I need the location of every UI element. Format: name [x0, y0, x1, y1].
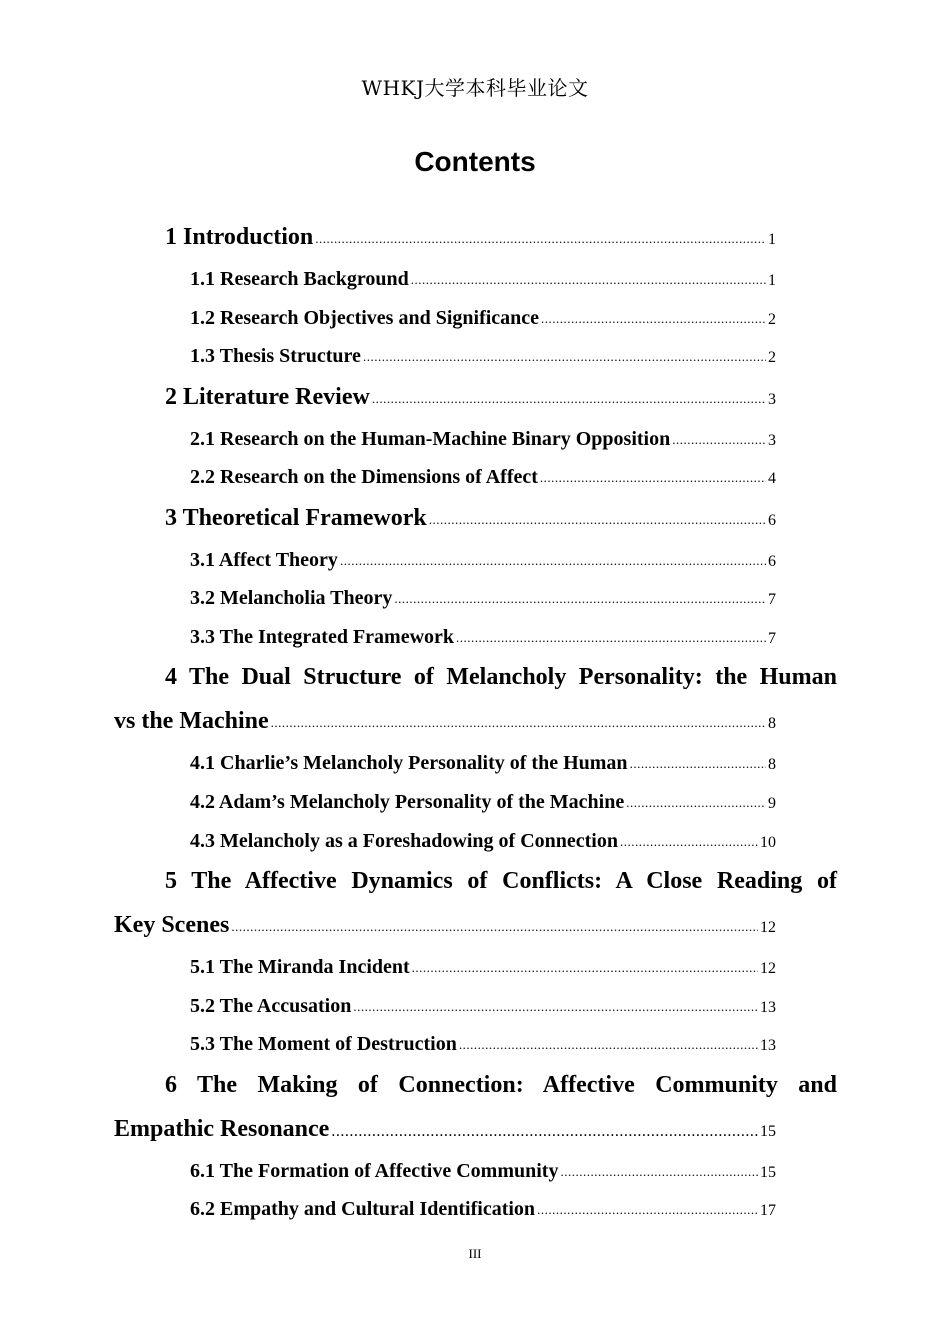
dot-leader — [537, 1202, 758, 1218]
toc-page-number: 8 — [768, 756, 776, 773]
toc-entry-label: 2.2 Research on the Dimensions of Affect — [190, 466, 538, 488]
dot-leader — [560, 1164, 758, 1180]
toc-entry-1[interactable] — [165, 224, 776, 251]
toc-entry-6-line2[interactable] — [114, 1116, 776, 1143]
toc-entry-2[interactable] — [165, 384, 776, 411]
toc-entry-label: 2.1 Research on the Human-Machine Binary Opposition — [190, 428, 671, 450]
toc-entry-label: 3.1 Affect Theory — [190, 549, 338, 571]
toc-entry-label: 3.3 The Integrated Framework — [190, 626, 455, 648]
toc-entry-2-1[interactable] — [190, 428, 776, 451]
dot-leader — [620, 834, 758, 850]
toc-entry-5-3[interactable] — [190, 1033, 776, 1056]
dot-leader — [626, 795, 766, 811]
dot-leader — [411, 272, 766, 288]
dot-leader — [363, 349, 766, 365]
toc-page-number: 1 — [768, 272, 776, 289]
toc-entry-label: 6.1 The Formation of Affective Community — [190, 1160, 559, 1182]
toc-page-number: 12 — [760, 960, 776, 977]
toc-page-number: 7 — [768, 591, 776, 608]
toc-page-number: 13 — [760, 999, 776, 1016]
toc-entry-4-1[interactable] — [190, 752, 776, 775]
toc-page-number: 15 — [760, 1123, 776, 1140]
toc-entry-2-2[interactable] — [190, 466, 776, 489]
toc-page-number: 12 — [760, 919, 776, 936]
toc-entry-4-line2[interactable] — [114, 708, 776, 735]
toc-entry-5-1[interactable] — [190, 956, 776, 979]
toc-entry-label: 6.2 Empathy and Cultural Identification — [190, 1198, 536, 1220]
dot-leader — [429, 512, 766, 528]
toc-entry-3-1[interactable] — [190, 549, 776, 572]
toc-entry-label: 5.1 The Miranda Incident — [190, 956, 410, 978]
toc-entry-6-2[interactable] — [190, 1198, 776, 1221]
toc-entry-label: 3.2 Melancholia Theory — [190, 587, 393, 609]
toc-entry-5-line2[interactable] — [114, 912, 776, 939]
dot-leader — [394, 591, 766, 607]
toc-entry-5-line1[interactable]: 5 The Affective Dynamics of Conflicts: A Close Reading of — [165, 868, 837, 894]
toc-entry-label: Key Scenes — [114, 912, 230, 938]
toc-entry-3-2[interactable] — [190, 587, 776, 610]
toc-entry-label: 5.2 The Accusation — [190, 995, 352, 1017]
toc-entry-label: 5.3 The Moment of Destruction — [190, 1033, 457, 1055]
toc-entry-3[interactable] — [165, 505, 776, 532]
dot-leader — [340, 553, 766, 569]
toc-entry-label: 1.2 Research Objectives and Significance — [190, 307, 540, 329]
toc-page-number: 3 — [768, 391, 776, 408]
toc-entry-4-3[interactable] — [190, 830, 776, 853]
toc-entry-1-2[interactable] — [190, 307, 776, 330]
dot-leader — [630, 756, 766, 772]
toc-page-number: 2 — [768, 349, 776, 366]
toc-entry-label: 3 Theoretical Framework — [165, 505, 427, 531]
toc-entry-label: Empathic Resonance — [114, 1116, 330, 1142]
toc-entry-6-line1[interactable]: 6 The Making of Connection: Affective Community and — [165, 1072, 837, 1098]
toc-entry-label: 2 Literature Review — [165, 384, 370, 410]
toc-page-number: 13 — [760, 1037, 776, 1054]
toc-page-number: 15 — [760, 1164, 776, 1181]
dot-leader — [541, 311, 766, 327]
toc-page-number: 7 — [768, 630, 776, 647]
dot-leader — [372, 391, 766, 407]
toc-entry-4-2[interactable] — [190, 791, 776, 814]
toc-entry-label: 1.3 Thesis Structure — [190, 345, 361, 367]
toc-page-number: 1 — [768, 231, 776, 248]
toc-page-number: 4 — [768, 470, 776, 487]
toc-entry-1-1[interactable] — [190, 268, 776, 291]
toc-entry-6-1[interactable] — [190, 1160, 776, 1183]
toc-page-number: 3 — [768, 432, 776, 449]
toc-entry-label: 1.1 Research Background — [190, 268, 409, 290]
dot-leader — [353, 999, 758, 1015]
toc-page-number: 2 — [768, 311, 776, 328]
dot-leader — [456, 630, 766, 646]
toc-entry-label: 4.2 Adam’s Melancholy Personality of the Machine — [190, 791, 625, 813]
toc-entry-label: 4.1 Charlie’s Melancholy Personality of the Human — [190, 752, 628, 774]
toc-entry-3-3[interactable] — [190, 626, 776, 649]
dot-leader — [412, 960, 758, 976]
toc-page-number: 6 — [768, 512, 776, 529]
dot-leader — [459, 1037, 758, 1053]
dot-leader — [315, 231, 766, 247]
toc-page-number: 9 — [768, 795, 776, 812]
dot-leader — [540, 470, 766, 486]
toc-entry-1-3[interactable] — [190, 345, 776, 368]
toc-entry-label: 4.3 Melancholy as a Foreshadowing of Connection — [190, 830, 618, 852]
toc-page-number: 8 — [768, 715, 776, 732]
toc-page-number: 17 — [760, 1202, 776, 1219]
dot-leader — [231, 919, 758, 935]
dot-leader — [672, 432, 766, 448]
dot-leader — [271, 715, 766, 731]
toc-entry-label: 1 Introduction — [165, 224, 314, 250]
toc-page-number: 10 — [760, 834, 776, 851]
dot-leader — [331, 1123, 758, 1141]
toc-entry-label: vs the Machine — [114, 708, 269, 734]
running-header: WHKJ大学本科毕业论文 — [361, 76, 589, 100]
page-title: Contents — [414, 146, 536, 177]
page-number-footer: III — [468, 1246, 482, 1261]
toc-entry-5-2[interactable] — [190, 995, 776, 1018]
toc-entry-4-line1[interactable]: 4 The Dual Structure of Melancholy Personality: the Human — [165, 664, 837, 690]
toc-page-number: 6 — [768, 553, 776, 570]
